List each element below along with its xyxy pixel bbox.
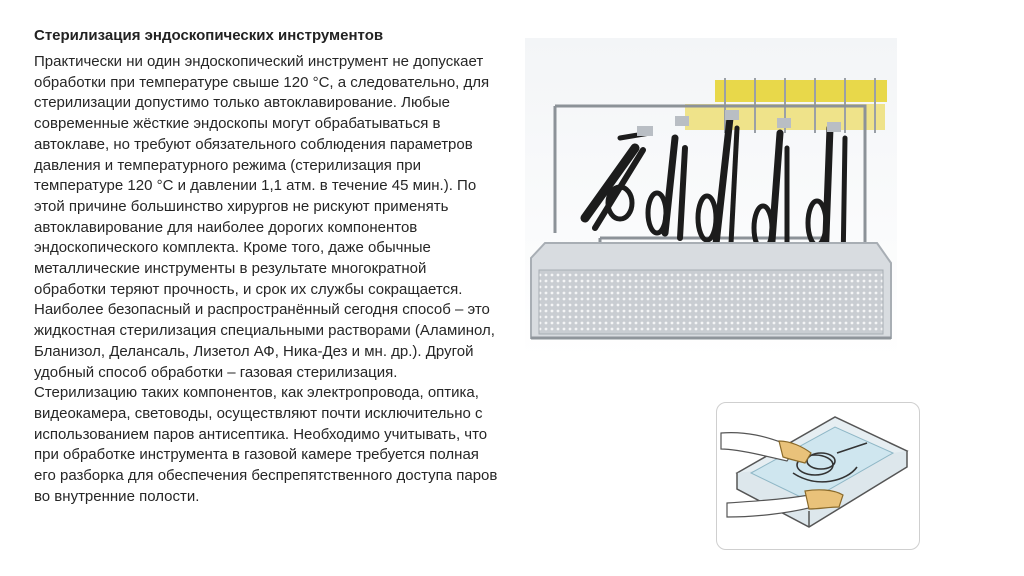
slide-title: Стерилизация эндоскопических инструментов [34, 27, 384, 44]
sterilization-tray-photo [525, 38, 897, 360]
slide-body-text: Практически ни один эндоскопический инструмент не допускает обработки при температуре свыше 120 °С, а следовательно, для стерилизации допустимо только автоклавирование. Любые современные жёсткие эндоскопы могут обрабатываться в автоклаве, но требуют обязательного соблюдения параметров давления и температурного режима (стерилизация при температуре 120 °С и давлении 1,1 атм. в течение 45 мин.). По этой причине большинство хирургов не рискуют применять автоклавирование для наиболее дорогих компонентов эндоскопического комплекта. Кроме того, даже обычные металлические инструменты в результате многократной обработки теряют прочность, и срок их службы сокращается. Наиболее безопасный и распространённый сегодня способ – это жидкостная стерилизация специальными растворами (Аламинол, Бланизол, Делансаль, Лизетол АФ, Ника-Дез и мн. др.). Другой удобный способ обработки – газовая стерилизация. Стерилизацию таких компонентов, как электропровода, оптика, видеокамера, световоды, осуществляют почти исключительно с использованием паров антисептика. Необходимо учитывать, что при обработке инструмента в газовой камере требуется полная его разборка для обеспечения беспрепятственного доступа паров во внутренние полости. [34, 53, 498, 505]
solution-tray-drawing [716, 402, 920, 550]
